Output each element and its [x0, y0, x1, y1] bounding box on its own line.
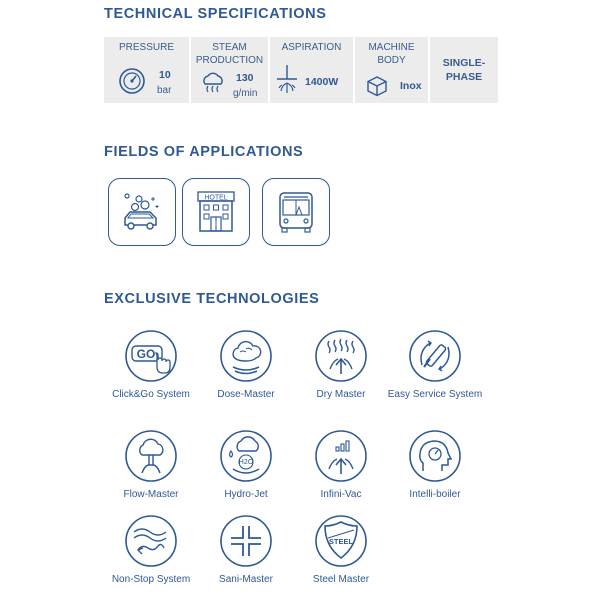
- dry-master-icon: [314, 329, 368, 383]
- tech-hydro-jet: [194, 429, 298, 501]
- infini-vac-icon: [314, 429, 368, 483]
- non-stop-icon: [124, 514, 178, 568]
- tech-non-stop: [99, 514, 203, 586]
- hydro-jet-badge-text: H2O: [238, 459, 254, 466]
- bus-icon: [271, 187, 321, 237]
- box-icon: [366, 75, 388, 97]
- tech-label: Non-Stop System: [111, 574, 191, 585]
- spec-aspiration: [268, 37, 353, 103]
- tech-flow-master: [99, 429, 203, 501]
- field-hotel: [182, 178, 250, 246]
- tech-dose-master: [194, 329, 298, 401]
- steam-cloud-icon: [199, 70, 227, 96]
- aspiration-fan-icon: [275, 63, 299, 97]
- easy-service-icon: [408, 329, 462, 383]
- spec-machine-body: [353, 37, 428, 103]
- spec-steam-value: 130: [236, 72, 254, 84]
- tech-label: Hydro-Jet: [224, 489, 268, 500]
- click-go-badge-text: GO: [136, 347, 156, 361]
- spec-aspiration-label: ASPIRATION: [281, 42, 342, 53]
- spec-body-label: MACHINE BODY: [368, 42, 415, 66]
- tech-label: Dose-Master: [217, 389, 275, 400]
- spec-pressure: [104, 37, 189, 103]
- car-wash-icon: [117, 187, 167, 237]
- tech-steel-master: [289, 514, 393, 586]
- tech-label: Easy Service System: [387, 389, 483, 400]
- exclusive-technologies-heading: EXCLUSIVE TECHNOLOGIES: [104, 291, 320, 307]
- intelli-boiler-icon: [408, 429, 462, 483]
- tech-label: Steel Master: [312, 574, 370, 585]
- flow-master-icon: [124, 429, 178, 483]
- tech-dry-master: [289, 329, 393, 401]
- tech-label: Intelli-boiler: [409, 489, 461, 500]
- tech-sani-master: [194, 514, 298, 586]
- spec-steam-unit: g/min: [233, 88, 258, 99]
- fields-of-applications-heading: FIELDS OF APPLICATIONS: [104, 144, 304, 160]
- spec-steam-label: STEAM PRODUCTION: [195, 42, 264, 66]
- spec-phase: [428, 37, 498, 103]
- steel-master-badge-text: STEEL: [328, 537, 354, 546]
- dose-master-icon: [219, 329, 273, 383]
- tech-easy-service: [383, 329, 487, 401]
- tech-label: Flow-Master: [123, 489, 179, 500]
- tech-label: Infini-Vac: [320, 489, 362, 500]
- spec-steam-production: [189, 37, 268, 103]
- hydro-jet-icon: [219, 429, 273, 483]
- tech-infini-vac: [289, 429, 393, 501]
- tech-intelli-boiler: [383, 429, 487, 501]
- tech-label: Click&Go System: [112, 389, 190, 400]
- tech-click-go: [99, 329, 203, 401]
- spec-pressure-value: 10: [159, 69, 171, 81]
- specifications-panel: [104, 37, 498, 103]
- tech-label: Dry Master: [316, 389, 366, 400]
- technical-specifications-heading: TECHNICAL SPECIFICATIONS: [104, 6, 327, 22]
- pressure-gauge-icon: [118, 67, 146, 95]
- spec-phase-value: SINGLE- PHASE: [442, 57, 486, 83]
- click-go-icon: [124, 329, 178, 383]
- tech-label: Sani-Master: [219, 574, 273, 585]
- hotel-sign-text: HOTEL: [204, 194, 228, 202]
- field-bus: [262, 178, 330, 246]
- field-car-wash: [108, 178, 176, 246]
- spec-pressure-unit: bar: [157, 85, 172, 96]
- steel-master-icon: [314, 514, 368, 568]
- spec-aspiration-value: 1400W: [305, 76, 339, 88]
- spec-body-value: Inox: [400, 80, 422, 92]
- spec-pressure-label: PRESSURE: [118, 42, 174, 53]
- hotel-icon: [191, 187, 241, 237]
- sani-master-icon: [219, 514, 273, 568]
